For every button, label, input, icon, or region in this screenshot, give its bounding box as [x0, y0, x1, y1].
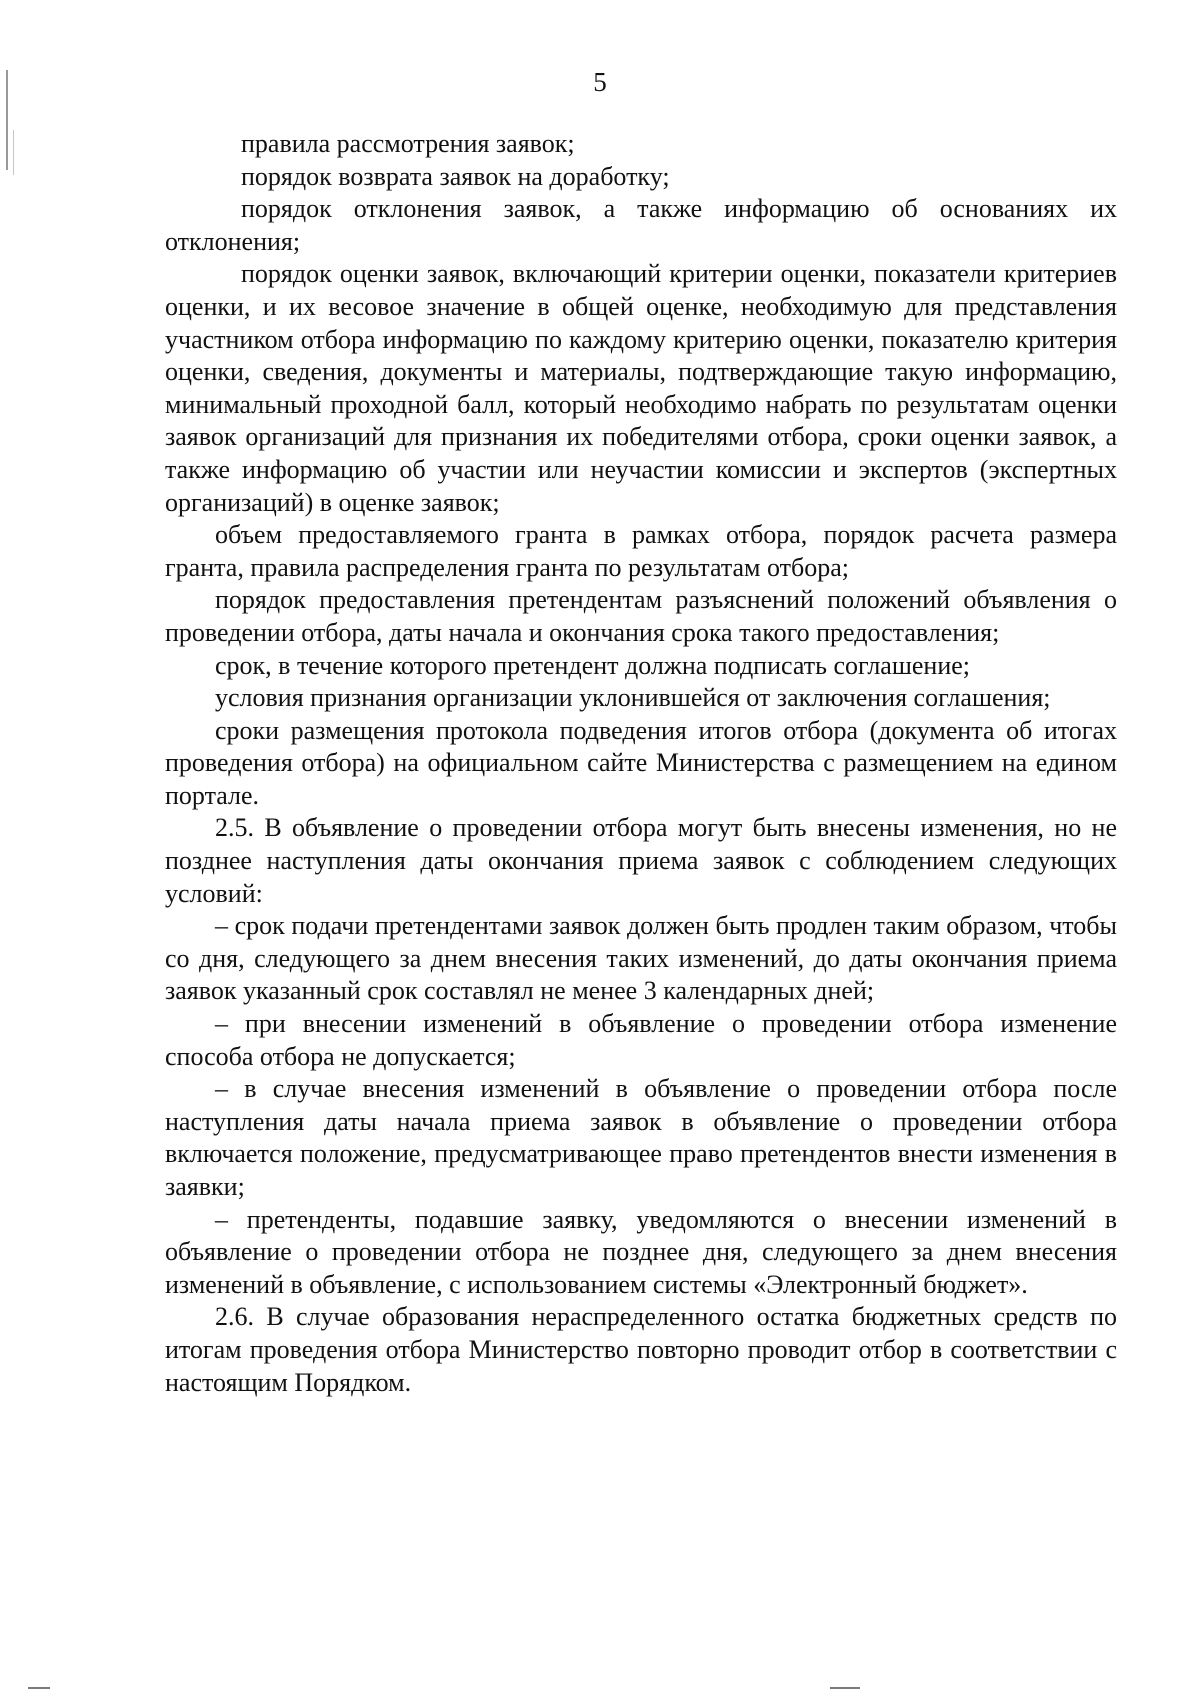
paragraph: – претенденты, подавшие заявку, уведомляются о внесении изменений в объявление о проведении отбора не позднее дня, следующего за днем внесения изменений в объявление, с использованием системы «Электронный бюджет». [165, 1204, 1117, 1299]
paragraph: 2.6. В случае образования нераспределенного остатка бюджетных средств по итогам проведения отбора Министерство повторно проводит отбор в соответствии с настоящим Порядком. [165, 1302, 1117, 1397]
paragraph: сроки размещения протокола подведения итогов отбора (документа об итогах проведения отбора) на официальном сайте Министерства с размещением на едином портале. [165, 715, 1117, 810]
paragraph: – в случае внесения изменений в объявление о проведении отбора после наступления даты начала приема заявок в объявление о проведении отбора включается положение, предусматривающее право претендентов внести изменения в заявки; [165, 1074, 1117, 1201]
scan-edge-mark [13, 130, 14, 175]
paragraph: порядок предоставления претендентам разъяснений положений объявления о проведении отбора, даты начала и окончания срока такого предоставления; [165, 585, 1117, 647]
paragraph: порядок отклонения заявок, а также информацию об основаниях их отклонения; [165, 194, 1117, 256]
scan-bottom-mark [28, 1687, 50, 1689]
paragraph: условия признания организации уклонившейся от заключения соглашения; [215, 683, 1051, 713]
document-body [165, 128, 1117, 1399]
page-number: 5 [593, 67, 607, 97]
paragraph: правила рассмотрения заявок; [241, 129, 575, 158]
paragraph: объем предоставляемого гранта в рамках отбора, порядок расчета размера гранта, правила распределения гранта по результатам отбора; [165, 520, 1117, 582]
paragraph: – при внесении изменений в объявление о проведении отбора изменение способа отбора не допускается; [165, 1009, 1117, 1071]
paragraph: – срок подачи претендентами заявок должен быть продлен таким образом, чтобы со дня, следующего за днем внесения таких изменений, до даты окончания приема заявок указанный срок составлял не менее 3 календарных дней; [165, 911, 1117, 1006]
scan-bottom-mark [830, 1687, 860, 1689]
paragraph: срок, в течение которого претендент должна подписать соглашение; [215, 650, 971, 680]
paragraph: порядок возврата заявок на доработку; [241, 161, 670, 191]
paragraph: порядок оценки заявок, включающий критерии оценки, показатели критериев оценки, и их весовое значение в общей оценке, необходимую для представления участником отбора информацию по каждому критерию оценки, показателю критерия оценки, сведения, документы и материалы, подтверждающие такую информацию, минимальный проходной балл, который необходимо набрать по результатам оценки заявок организаций для признания их победителями отбора, сроки оценки заявок, а также информацию об участии или неучастии комиссии и экспертов (экспертных организаций) в оценке заявок; [165, 259, 1117, 517]
paragraph: 2.5. В объявление о проведении отбора могут быть внесены изменения, но не позднее наступления даты окончания приема заявок с соблюдением следующих условий: [165, 813, 1117, 908]
